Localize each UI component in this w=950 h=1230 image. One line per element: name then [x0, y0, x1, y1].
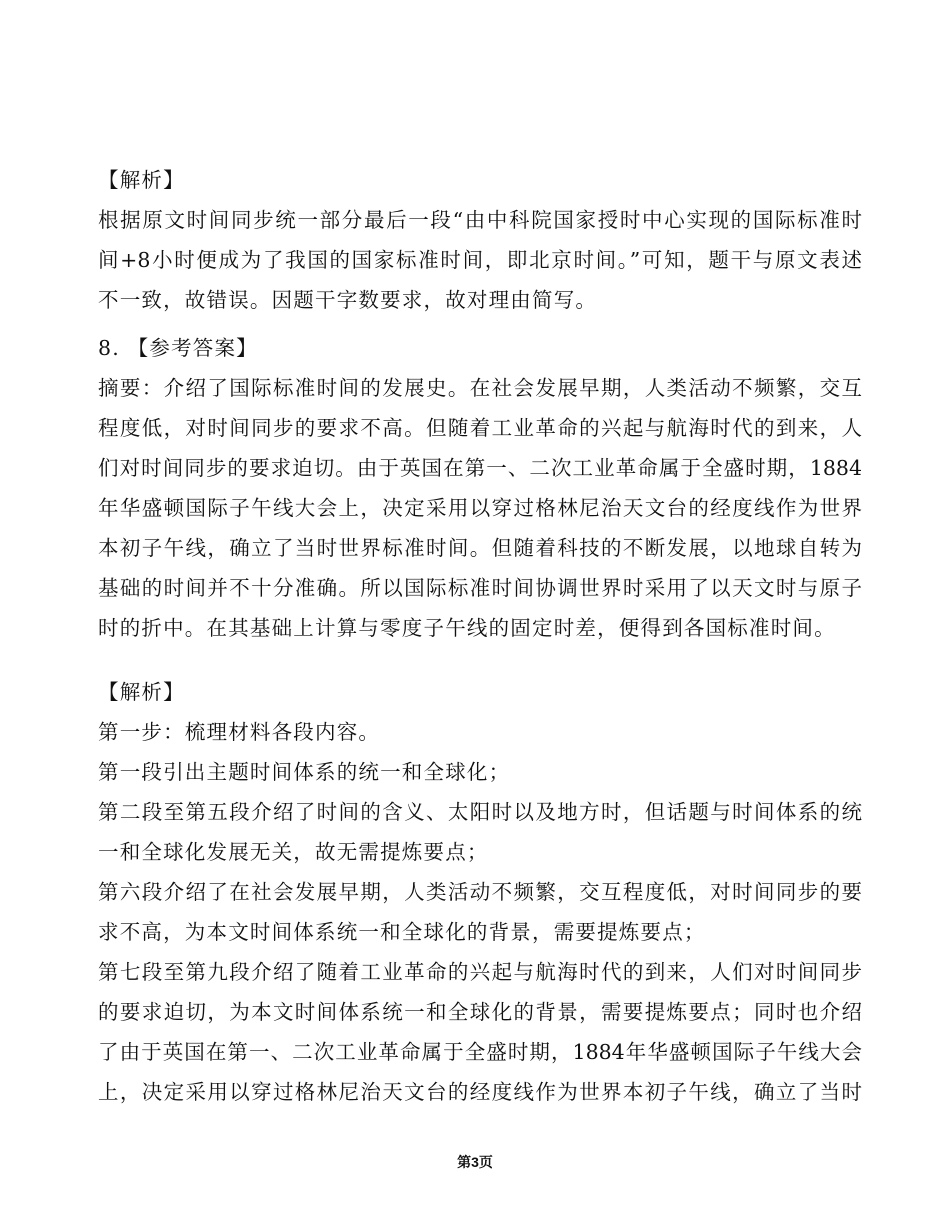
spacer	[98, 320, 862, 328]
paragraph-line: 了由于英国在第一、二次工业革命属于全盛时期，1884年华盛顿国际子午线大会	[98, 1040, 862, 1064]
paragraph-line: 第一步：梳理材料各段内容。	[98, 720, 381, 744]
page-number: 第3页	[457, 1154, 493, 1170]
paragraph-line: 基础的时间并不十分准确。所以国际标准时间协调世界时采用了以天文时与原子	[98, 576, 862, 600]
paragraph-line: 一和全球化发展无关，故无需提炼要点；	[98, 840, 489, 864]
paragraph-line: 第二段至第五段介绍了时间的含义、太阳时以及地方时，但话题与时间体系的统	[98, 800, 862, 824]
paragraph-line: 第一段引出主题时间体系的统一和全球化；	[98, 760, 511, 784]
paragraph-line: 们对时间同步的要求迫切。由于英国在第一、二次工业革命属于全盛时期，1884	[98, 456, 862, 480]
paragraph-line: 求不高，为本文时间体系统一和全球化的背景，需要提炼要点；	[98, 920, 706, 944]
paragraph-line: 的要求迫切，为本文时间体系统一和全球化的背景，需要提炼要点；同时也介绍	[98, 1000, 862, 1024]
paragraph-line: 第六段介绍了在社会发展早期，人类活动不频繁，交互程度低，对时间同步的要	[98, 880, 862, 904]
paragraph-line: 根据原文时间同步统一部分最后一段“由中科院国家授时中心实现的国际标准时	[98, 208, 862, 232]
question-heading: 8. 【参考答案】	[98, 336, 258, 360]
paragraph-line: 年华盛顿国际子午线大会上，决定采用以穿过格林尼治天文台的经度线作为世界	[98, 496, 862, 520]
paragraph-line: 间+8小时便成为了我国的国家标准时间，即北京时间。”可知，题干与原文表述	[98, 248, 862, 272]
paragraph-line: 程度低，对时间同步的要求不高。但随着工业革命的兴起与航海时代的到来，人	[98, 416, 862, 440]
paragraph-line: 第七段至第九段介绍了随着工业革命的兴起与航海时代的到来，人们对时间同步	[98, 960, 862, 984]
section-heading: 【解析】	[98, 168, 185, 192]
paragraph-line: 时的折中。在其基础上计算与零度子午线的固定时差，便得到各国标准时间。	[98, 616, 836, 640]
document-page	[98, 160, 862, 1112]
section-heading: 【解析】	[98, 680, 185, 704]
paragraph-line: 上，决定采用以穿过格林尼治天文台的经度线作为世界本初子午线，确立了当时	[98, 1080, 862, 1104]
paragraph-line: 不一致，故错误。因题干字数要求，故对理由简写。	[98, 288, 598, 312]
paragraph-line: 本初子午线，确立了当时世界标准时间。但随着科技的不断发展，以地球自转为	[98, 536, 862, 560]
paragraph-line: 摘要：介绍了国际标准时间的发展史。在社会发展早期，人类活动不频繁，交互	[98, 376, 862, 400]
spacer	[98, 648, 862, 672]
